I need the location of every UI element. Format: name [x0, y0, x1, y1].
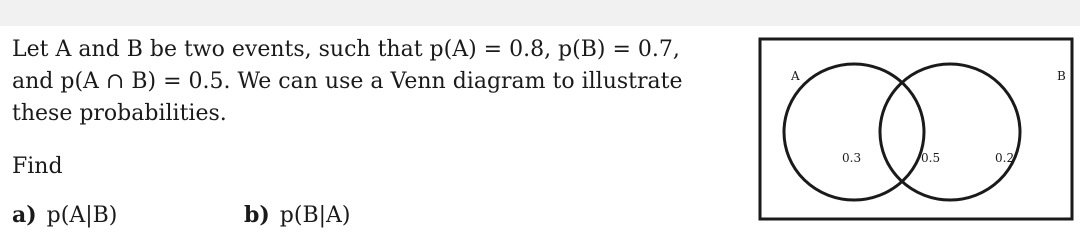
venn-value-a-only: 0.3 [842, 151, 862, 165]
find-heading: Find [12, 154, 63, 179]
venn-circle-a [784, 64, 924, 200]
part-b [244, 200, 351, 231]
problem-line-2: and p(A ∩ B) = 0.5. We can use a Venn diagram to illustrate [12, 69, 683, 94]
problem-statement [12, 34, 732, 130]
top-band [0, 0, 1080, 26]
venn-label-b: B [1057, 69, 1066, 83]
part-a-label: a) [12, 202, 37, 228]
part-b-expression: p(B|A) [279, 203, 351, 228]
part-b-label: b) [244, 202, 270, 228]
part-a [12, 200, 117, 231]
problem-line-1: Let A and B be two events, such that p(A) = 0.8, p(B) = 0.7, [12, 37, 680, 62]
venn-value-b-only: 0.2 [995, 151, 1015, 165]
part-a-expression: p(A|B) [46, 203, 118, 228]
venn-circle-b [880, 64, 1020, 200]
venn-value-intersection: 0.5 [921, 151, 941, 165]
venn-label-a: A [791, 69, 800, 83]
venn-diagram [758, 34, 1074, 226]
problem-line-3: these probabilities. [12, 101, 227, 126]
